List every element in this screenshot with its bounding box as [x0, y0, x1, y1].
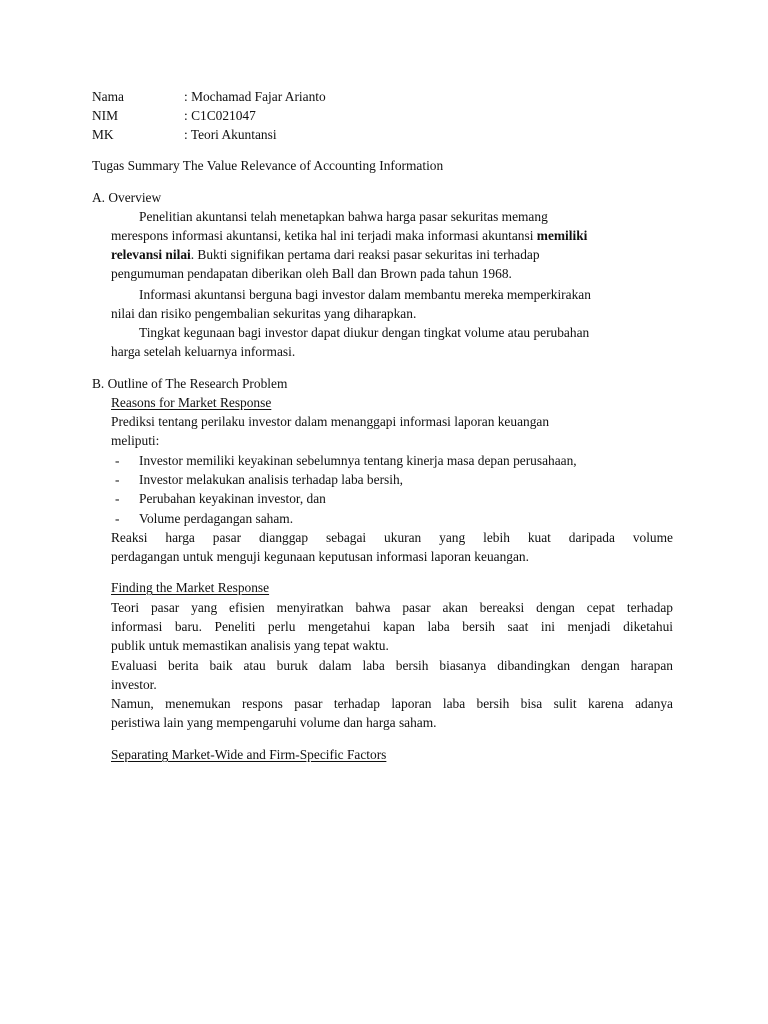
bullet-dash: -: [115, 511, 120, 526]
nama-label: Nama: [92, 89, 124, 104]
overview-p1-line2-text: merespons informasi akuntansi, ketika hal ini terjadi maka informasi akuntansi: [111, 228, 537, 243]
finding-p2-line1: Evaluasi berita baik atau buruk dalam laba bersih biasanya dibandingkan dengan harapan: [111, 658, 673, 673]
reasons-intro-line2: meliputi:: [111, 433, 160, 448]
reasons-closing-line1: Reaksi harga pasar dianggap sebagai ukuran yang lebih kuat daripada volume: [111, 530, 673, 545]
overview-p1-line2: [111, 226, 587, 245]
document-title: Tugas Summary The Value Relevance of Accounting Information: [92, 158, 444, 173]
finding-p3-line2: peristiwa lain yang mempengaruhi volume dan harga saham.: [111, 715, 437, 730]
bullet-text: Volume perdagangan saham.: [139, 511, 294, 526]
nim-value: : C1C021047: [184, 108, 256, 123]
bullet-dash: -: [115, 453, 120, 468]
finding-p1-line2: informasi baru. Peneliti perlu mengetahui kapan laba bersih saat ini menjadi diketahui: [111, 619, 673, 634]
finding-p1-line3: publik untuk memastikan analisis yang tepat waktu.: [111, 638, 389, 653]
bullet-text: Investor melakukan analisis terhadap laba bersih,: [139, 472, 404, 487]
bullet-dash: -: [115, 491, 120, 506]
overview-p1-line1: Penelitian akuntansi telah menetapkan bahwa harga pasar sekuritas memang: [139, 209, 548, 224]
overview-p1-bold-2: relevansi nilai: [111, 247, 191, 262]
subheading-finding-market-response: Finding the Market Response: [111, 580, 270, 595]
overview-p1-line3-text: . Bukti signifikan pertama dari reaksi pasar sekuritas ini terhadap: [190, 247, 540, 262]
overview-p1-bold-1: memiliki: [536, 228, 588, 243]
finding-p3-line1: Namun, menemukan respons pasar terhadap laporan laba bersih bisa sulit karena adanya: [111, 696, 673, 711]
nim-label: NIM: [92, 108, 119, 123]
overview-p3-line1: Tingkat kegunaan bagi investor dapat diukur dengan tingkat volume atau perubahan: [139, 325, 590, 340]
overview-p2-line1: Informasi akuntansi berguna bagi investor dalam membantu mereka memperkirakan: [139, 287, 591, 302]
subheading-reasons-market-response: Reasons for Market Response: [111, 395, 272, 410]
subheading-separating-factors: Separating Market-Wide and Firm-Specific Factors: [111, 747, 387, 762]
overview-p1-line4: pengumuman pendapatan diberikan oleh Ball dan Brown pada tahun 1968.: [111, 266, 512, 281]
bullet-text: Investor memiliki keyakinan sebelumnya tentang kinerja masa depan perusahaan,: [139, 453, 577, 468]
overview-p2-line2: nilai dan risiko pengembalian sekuritas yang diharapkan.: [111, 306, 417, 321]
reasons-intro-line1: Prediksi tentang perilaku investor dalam menanggapi informasi laporan keuangan: [111, 414, 550, 429]
finding-p1-line1: Teori pasar yang efisien menyiratkan bahwa pasar akan bereaksi dengan cepat terhadap: [111, 600, 673, 615]
overview-p3-line2: harga setelah keluarnya informasi.: [111, 344, 296, 359]
section-b-heading: B. Outline of The Research Problem: [92, 376, 288, 391]
finding-p2-line2: investor.: [111, 677, 157, 692]
bullet-text: Perubahan keyakinan investor, dan: [139, 491, 326, 506]
reasons-closing-line2: perdagangan untuk menguji kegunaan keputusan informasi laporan keuangan.: [111, 549, 529, 564]
nama-value: : Mochamad Fajar Arianto: [184, 89, 326, 104]
overview-p1-line3: [111, 245, 540, 264]
section-a-heading: A. Overview: [92, 190, 162, 205]
mk-value: : Teori Akuntansi: [184, 127, 277, 142]
mk-label: MK: [92, 127, 114, 142]
bullet-dash: -: [115, 472, 120, 487]
